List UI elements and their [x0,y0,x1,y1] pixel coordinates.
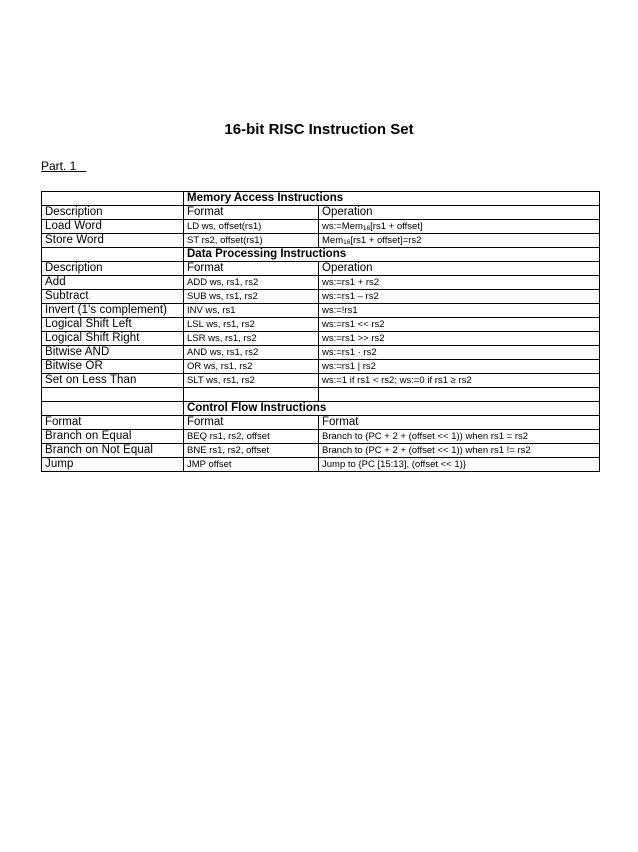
operation-cell [319,234,600,248]
header-cell: Operation [319,262,600,276]
header-cell: Description [42,206,184,220]
description-cell: Branch on Equal [42,430,184,444]
table-row [42,332,600,346]
table-row [42,276,600,290]
section-row-control-flow [42,402,600,416]
section-row-memory [42,192,600,206]
table-row [42,290,600,304]
empty-cell [184,388,319,402]
operation-text: ws:=Mem [322,221,363,232]
operation-cell: Branch to (PC + 2 + (offset << 1)) when rs1 != rs2 [319,444,600,458]
description-cell: Bitwise AND [42,346,184,360]
description-cell: Set on Less Than [42,374,184,388]
format-cell: LSR ws, rs1, rs2 [184,332,319,346]
operation-cell: ws:=rs1 << rs2 [319,318,600,332]
subscript: 16 [343,239,351,246]
description-cell: Invert (1's complement) [42,304,184,318]
format-cell: BNE rs1, rs2, offset [184,444,319,458]
header-row [42,206,600,220]
empty-cell [42,388,184,402]
description-cell: Branch on Not Equal [42,444,184,458]
operation-text: Mem [322,235,344,246]
operation-cell: ws:=rs1 + rs2 [319,276,600,290]
format-cell: INV ws, rs1 [184,304,319,318]
empty-cell [42,248,184,262]
operation-cell [319,220,600,234]
table-row [42,360,600,374]
format-cell: LD ws, offset(rs1) [184,220,319,234]
part-label: Part. 1 [41,159,77,173]
table-row [42,318,600,332]
header-cell: Operation [319,206,600,220]
description-cell: Bitwise OR [42,360,184,374]
document-title: 16-bit RISC Instruction Set [224,121,414,138]
operation-cell: Branch to (PC + 2 + (offset << 1)) when rs1 = rs2 [319,430,600,444]
operation-text: [rs1 + offset] [370,221,423,232]
empty-cell [42,192,184,206]
format-cell: ADD ws, rs1, rs2 [184,276,319,290]
header-cell: Description [42,262,184,276]
description-cell: Add [42,276,184,290]
section-title-control-flow: Control Flow Instructions [184,402,600,416]
format-cell: ST rs2, offset(rs1) [184,234,319,248]
header-row [42,262,600,276]
operation-cell: ws:=rs1 · rs2 [319,346,600,360]
table-row [42,234,600,248]
operation-cell: ws:=!rs1 [319,304,600,318]
operation-cell: Jump to {PC [15:13], (offset << 1)} [319,458,600,472]
header-cell: Format [184,206,319,220]
description-cell: Logical Shift Right [42,332,184,346]
description-cell: Subtract [42,290,184,304]
header-cell: Format [184,262,319,276]
format-cell: BEQ rs1, rs2, offset [184,430,319,444]
table-row [42,304,600,318]
format-cell: SUB ws, rs1, rs2 [184,290,319,304]
table-row [42,444,600,458]
empty-cell [319,388,600,402]
section-title-data-processing: Data Processing Instructions [184,248,600,262]
header-row [42,416,600,430]
description-cell: Load Word [42,220,184,234]
description-cell: Store Word [42,234,184,248]
operation-text: [rs1 + offset]=rs2 [350,235,422,246]
format-cell: AND ws, rs1, rs2 [184,346,319,360]
table-row [42,458,600,472]
header-cell: Format [42,416,184,430]
table-row [42,220,600,234]
operation-cell: ws:=rs1 | rs2 [319,360,600,374]
empty-cell [42,402,184,416]
description-cell: Jump [42,458,184,472]
table-row [42,374,600,388]
format-cell: LSL ws, rs1, rs2 [184,318,319,332]
section-title-memory: Memory Access Instructions [184,192,600,206]
table-row [42,346,600,360]
operation-cell: ws:=1 if rs1 < rs2; ws:=0 if rs1 ≥ rs2 [319,374,600,388]
blank-row [42,388,600,402]
operation-cell: ws:=rs1 – rs2 [319,290,600,304]
section-row-data-processing [42,248,600,262]
format-cell: SLT ws, rs1, rs2 [184,374,319,388]
description-cell: Logical Shift Left [42,318,184,332]
operation-cell: ws:=rs1 >> rs2 [319,332,600,346]
format-cell: JMP offset [184,458,319,472]
header-cell: Format [319,416,600,430]
subscript: 16 [362,225,371,232]
table-row [42,430,600,444]
header-cell: Format [184,416,319,430]
format-cell: OR ws, rs1, rs2 [184,360,319,374]
instruction-set-table [41,191,600,472]
